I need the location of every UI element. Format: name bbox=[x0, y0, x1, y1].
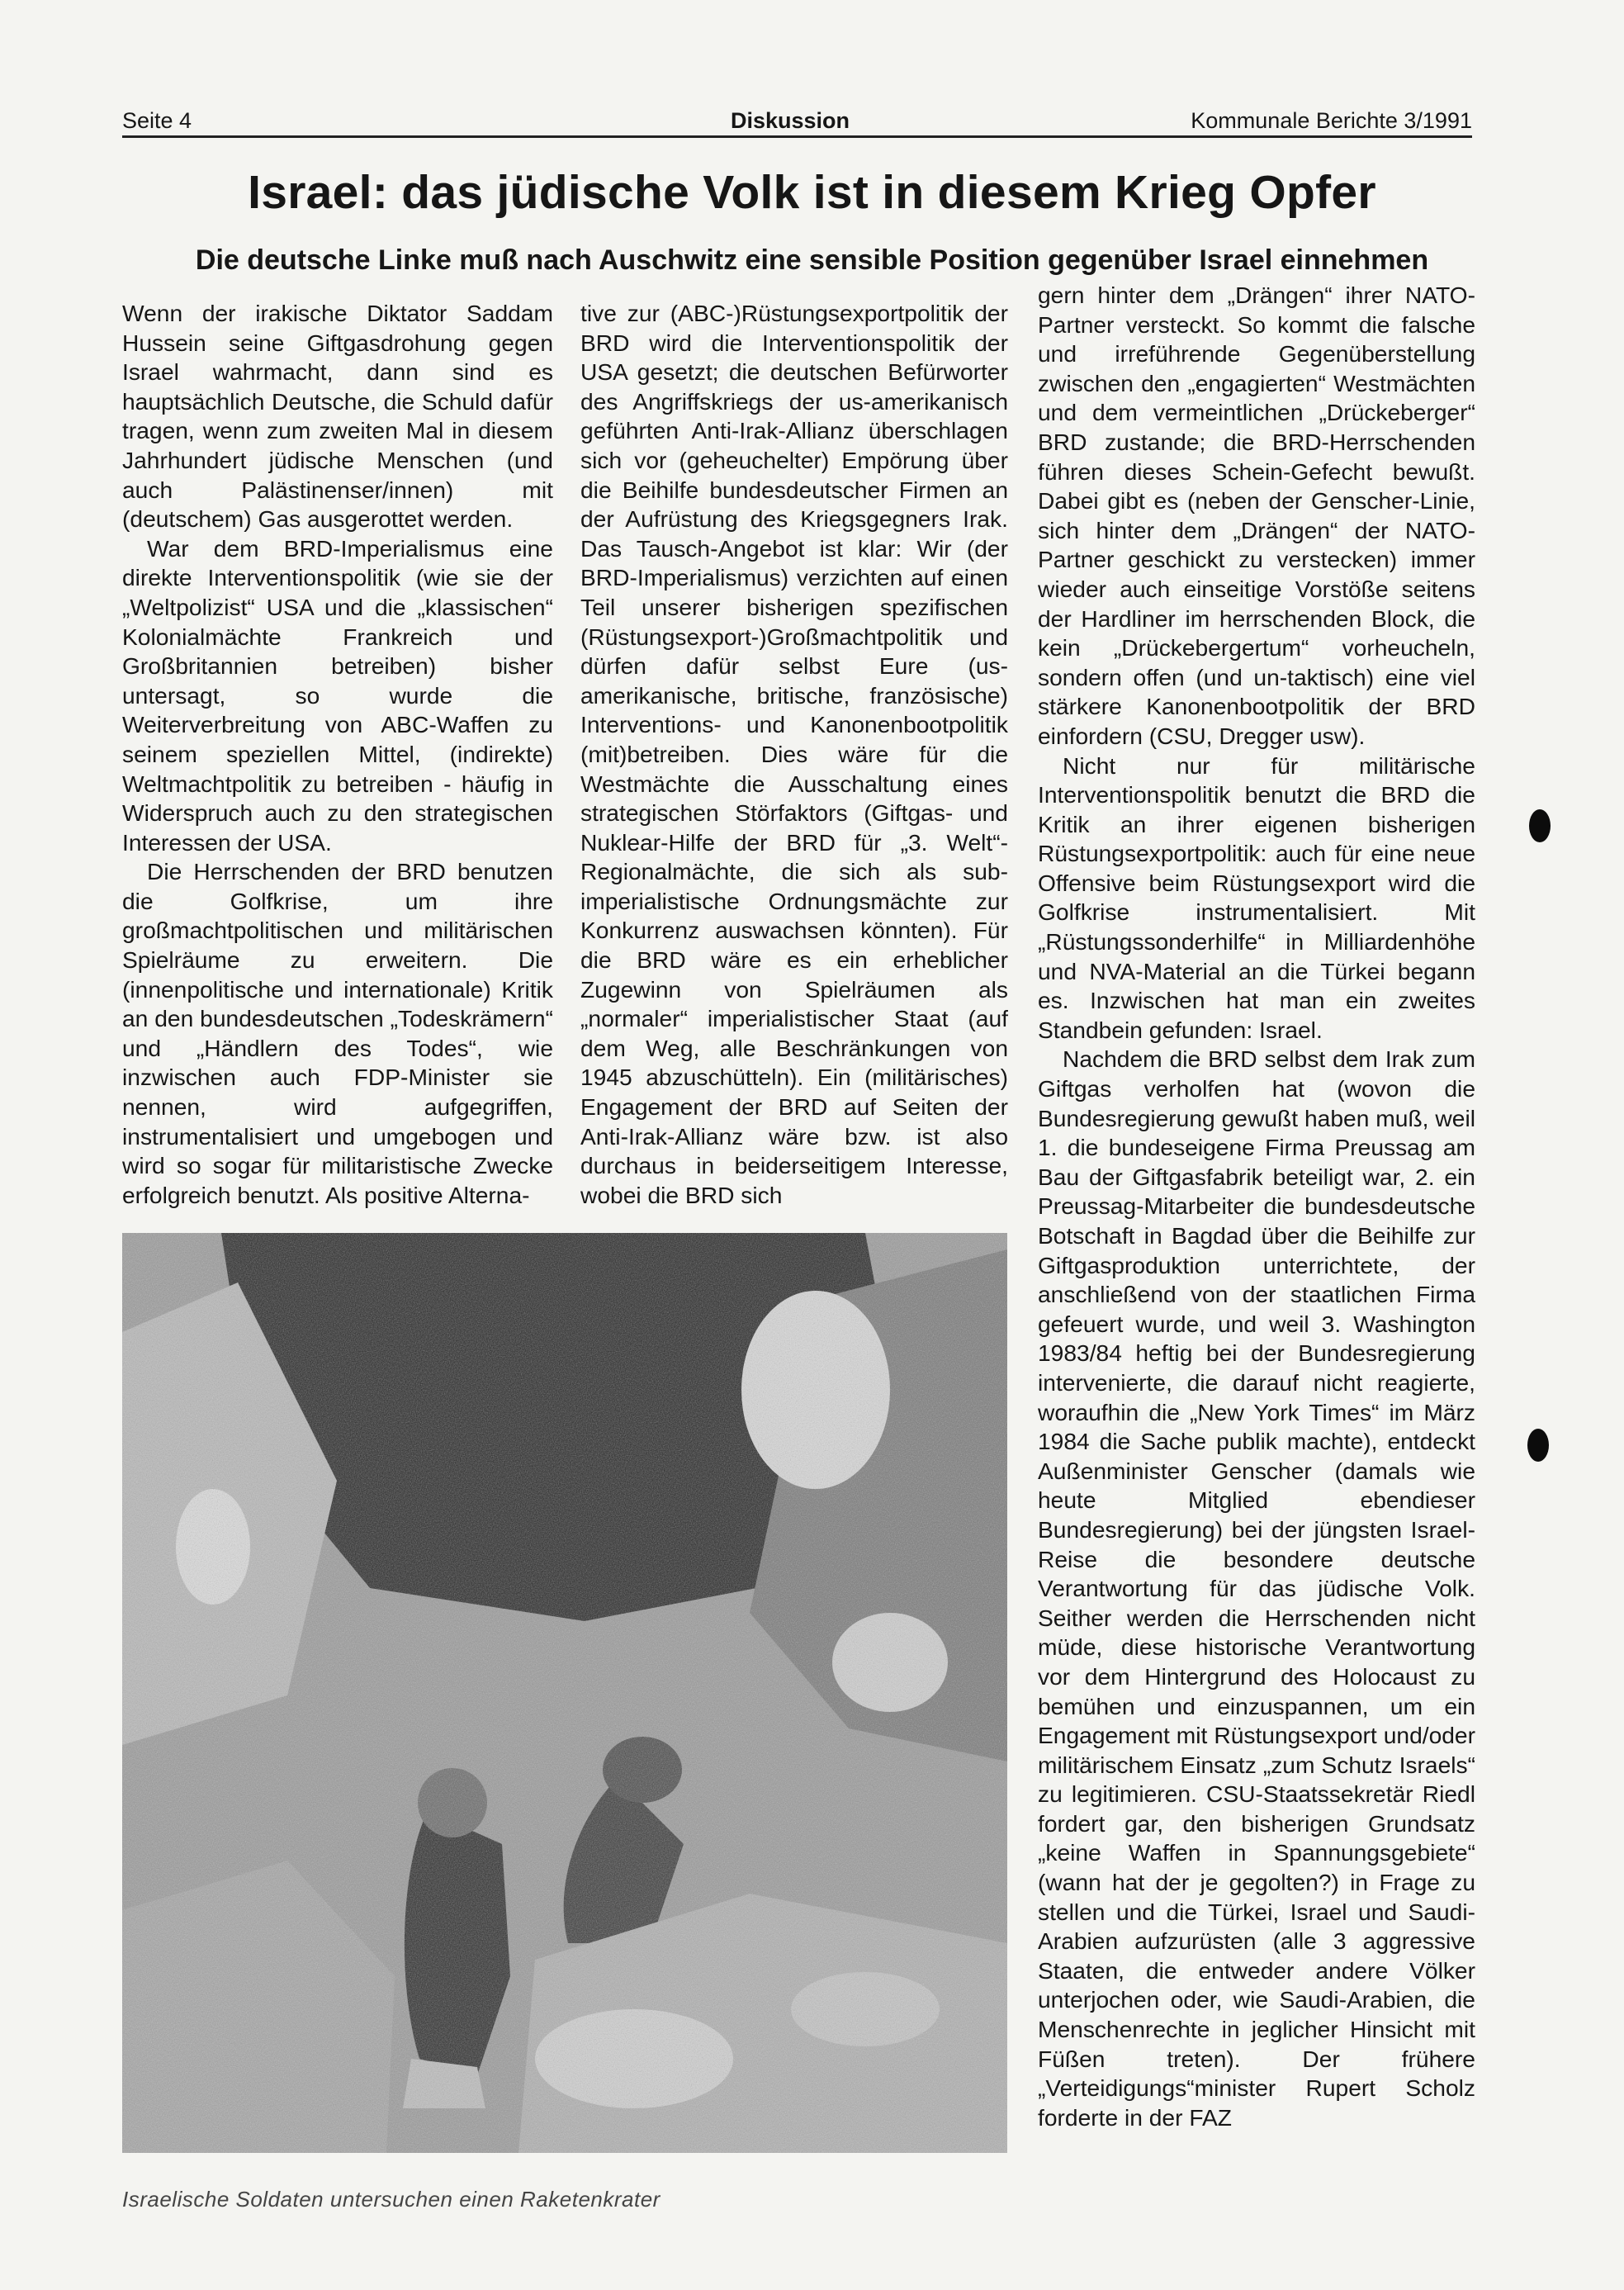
paragraph: gern hinter dem „Drängen“ ihrer NATO-Partner versteckt. So kommt die falsche und irreführende Gegenüberstellung zwischen den „engagierten“ Westmächten und dem vermeintlichen „Drückeberger“ BRD zustande; die BRD-Herrschenden führen dieses Schein-Gefecht bewußt. Dabei gibt es (neben der Genscher-Linie, sich hinter dem „Drängen“ der NATO-Partner geschickt zu verstecken) immer wieder auch einseitige Vorstöße seitens der Hardliner im herrschenden Block, die kein „Drückebergertum“ vorheucheln, sondern offen (und un-taktisch) eine viel stärkere Kanonenbootpolitik der BRD einfordern (CSU, Dregger usw). bbox=[1038, 282, 1475, 749]
paragraph: Die Herrschenden der BRD benutzen die Golfkrise, um ihre großmachtpolitischen und militärischen Spielräume zu erweitern. Die (innenpolitische und internationale) Kritik an den bundesdeutschen „Todeskrämern“ und „Händlern des Todes“, wie inzwischen auch FDP-Minister sie nennen, wird aufgegriffen, instrumentalisiert und umgebogen und wird so sogar für militaristische Zwecke erfolgreich benutzt. Als positive Alterna- bbox=[122, 858, 553, 1208]
text-column-3 bbox=[1038, 281, 1475, 2132]
paragraph: Wenn der irakische Diktator Saddam Hussein seine Giftgasdrohung gegen Israel wahrmacht, dann sind es hauptsächlich Deutsche, die Schuld dafür tragen, wenn zum zweiten Mal in diesem Jahrhundert jüdische Menschen (und auch Palästinenser/innen) mit (deutschem) Gas ausgerottet werden. bbox=[122, 300, 553, 533]
paragraph: War dem BRD-Imperialismus eine direkte Interventionspolitik (wie sie der „Weltpolizist“ USA und die „klassischen“ Kolonialmächte Frankreich und Großbritannien betreiben) bisher untersagt, so wurde die Weiterverbreitung von ABC-Waffen zu seinem speziellen Mittel, (indirekte) Weltmachtpolitik zu betreiben - häufig in Widerspruch auch zu den strategischen Interessen der USA. bbox=[122, 534, 553, 856]
text-column-2 bbox=[580, 299, 1008, 1210]
paragraph: Nicht nur für militärische Interventionspolitik benutzt die BRD die Kritik an ihrer eigenen bisherigen Rüstungsexportpolitik: auch für eine neue Offensive beim Rüstungsexport wird die Golfkrise instrumentalisiert. Mit „Rüstungssonderhilfe“ in Milliardenhöhe und NVA-Material an die Türkei begann es. Inzwischen hat man ein zweites Standbein gefunden: Israel. bbox=[1038, 751, 1475, 1043]
photo-illustration bbox=[122, 1233, 1007, 2153]
page-header bbox=[122, 83, 1472, 140]
text-column-1 bbox=[122, 299, 553, 1210]
paragraph: tive zur (ABC-)Rüstungsexportpolitik der BRD wird die Interventionspolitik der USA gesetzt; die deutschen Befürworter des Angriffskriegs der us-amerikanisch geführten Anti-Irak-Allianz überschlagen sich vor (geheuchelter) Empörung über die Beihilfe bundesdeutscher Firmen an der Aufrüstung des Kriegsgegners Irak. Das Tausch-Angebot ist klar: Wir (der BRD-Imperialismus) verzichten auf einen Teil unserer bisherigen spezifischen (Rüstungsexport-)Großmachtpolitik und dürfen dafür selbst Eure (us-amerikanische, britische, französische) Interventions- und Kanonenbootpolitik (mit)betreiben. Dies wäre für die Westmächte die Ausschaltung eines strategischen Störfaktors (Giftgas- und Nuklear-Hilfe der BRD für „3. Welt“-Regionalmächte, die sich als sub-imperialistische Ordnungsmächte zur Konkurrenz auswachsen könnten). Für die BRD wäre es ein erheblicher Zugewinn von Spielräumen als „normaler“ imperialistischer Staat (auf dem Weg, alle Beschränkungen von 1945 abzuschütteln). Ein (militärisches) Engagement der BRD auf Seiten der Anti-Irak-Allianz wäre bzw. ist also durchaus in beiderseitigem Interesse, wobei die BRD sich bbox=[580, 300, 1008, 1208]
section-title: Diskussion bbox=[731, 108, 850, 133]
page-number: Seite 4 bbox=[122, 108, 192, 133]
news-photo bbox=[122, 1233, 1007, 2153]
header-rule bbox=[122, 135, 1472, 138]
punch-hole bbox=[1527, 1429, 1549, 1462]
punch-hole bbox=[1529, 809, 1551, 842]
paragraph: Nachdem die BRD selbst dem Irak zum Giftgas verholfen hat (wovon die Bundesregierung gewußt haben muß, weil 1. die bundeseigene Firma Preussag am Bau der Giftgasfabrik beteiligt war, 2. ein Preussag-Mitarbeiter die bundesdeutsche Botschaft in Bagdad über die Beihilfe zur Giftgasproduktion unterrichtete, der anschließend von der staatlichen Firma gefeuert wurde, und weil 3. Washington 1983/84 heftig bei der Bundesregierung intervenierte, die darauf nicht reagierte, woraufhin die „New York Times“ im März 1984 die Sache publik machte), entdeckt Außenminister Genscher (damals wie heute Mitglied ebendieser Bundesregierung) bei der jüngsten Israel-Reise die besondere deutsche Verantwortung für das jüdische Volk. Seither werden die Herrschenden nicht müde, diese historische Verantwortung vor dem Hintergrund des Holocaust zu bemühen und einzuspannen, um ein Engagement mit Rüstungsexport und/oder militärischem Einsatz „zum Schutz Israels“ zu legitimieren. CSU-Staatssekretär Riedl fordert gar, den bisherigen Grundsatz „keine Waffen in Spannungsgebiete“ (wann hat der je gegolten?) in Frage zu stellen und die Türkei, Israel und Saudi-Arabien aufzurüsten (alle 3 aggressive Staaten, die entweder andere Völker unterjochen oder, wie Saudi-Arabien, die Menschenrechte in jeglicher Hinsicht mit Füßen treten). Der frühere „Verteidigungs“minister Rupert Scholz forderte in der FAZ bbox=[1038, 1045, 1475, 2131]
publication-title: Kommunale Berichte 3/1991 bbox=[1191, 108, 1472, 133]
article-subheadline: Die deutsche Linke muß nach Auschwitz eine sensible Position gegenüber Israel einnehmen bbox=[195, 244, 1429, 276]
photo-caption: Israelische Soldaten untersuchen einen Raketenkrater bbox=[122, 2187, 660, 2212]
article-headline: Israel: das jüdische Volk ist in diesem Krieg Opfer bbox=[248, 166, 1376, 219]
